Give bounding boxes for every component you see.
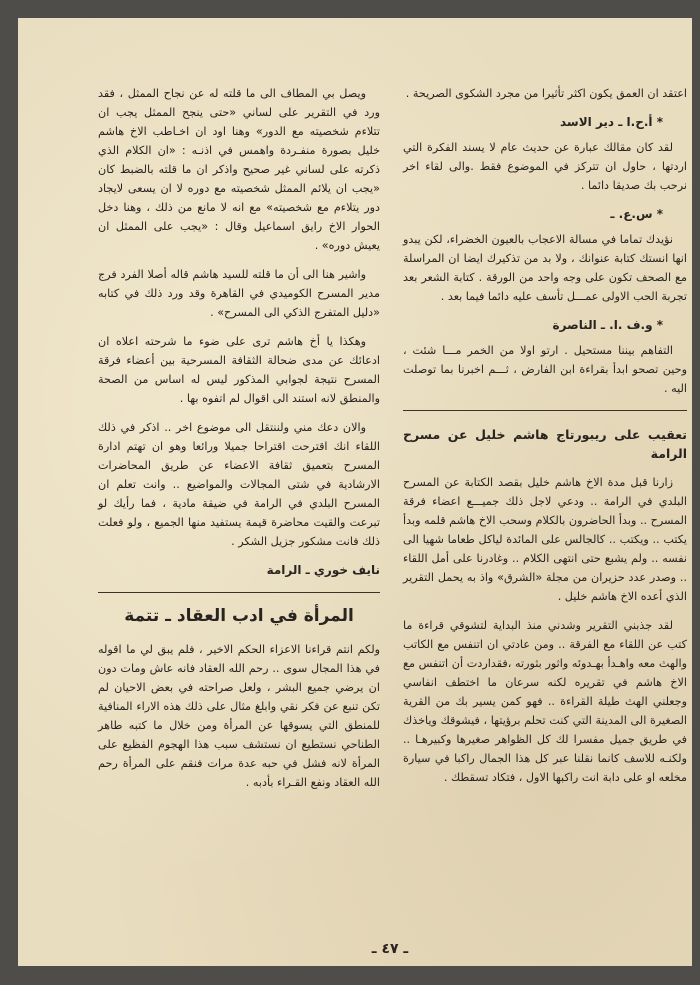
- article-paragraph: ولكم انتم قراءنا الاعزاء الحكم الاخير ، فلم يبق لي ما اقوله في هذا المجال سوى .. رحم الله العقاد فانه عاش ومات دون ان يرضي جميع البشر ، ولعل صراحته في بعض الاحيان لم تكن تنبع عن فكر نقي وابلغ مثال على ذلك هذه الاراء المنافية للمنطق التي يسوقها عن المرأة ومن خلال ما كتبه طاهر الطناحي نستطيع ان نستشف سبب هذا الهجوم الفظيع على المرأة لانه فشل في حبه عدة مرات فنقم على المرأة رحم الله العقاد ونفع القـراء بأدبه .: [98, 643, 380, 789]
- reply-heading: * س.ع. ـ: [610, 207, 663, 221]
- article-paragraph: وهكذا يا أخ هاشم ترى على ضوء ما شرحته اعلاه ان ادعائك عن مدى ضحالة الثقافة المسرحية بين أعضاء فرقة المسرح نتيجة لجوابي المذكور ليس له اساس من الصحة والمنطق لانه استند الى اقوال لم اتفوه بها .: [98, 335, 380, 405]
- page-number: ـ ٤٧ ـ: [371, 941, 409, 957]
- article-paragraph: ويصل بي المطاف الى ما قلته له عن نجاح الممثل ، فقد ورد في التقرير على لساني «حتى ينجح الممثل يجب ان تتلاءم شخصيته مع الدور» وهنا اود ان اخـاطب الاخ هاشم خليل بصورة منفـردة واهمس في اذنـه : «ان الكلام الذي ذكرته على لساني غير صحيح واذكر ان ما قلته بالضبط كان «يجب ان يلائم الممثل شخصيته مع دوره لا ان يسعى لايجاد دور يتلاءم مع شخصيته» مع انه لا مانع من ذلك ، وهنا دخل الحوار الاخ رايق اسماعيل وقال : «يجب على الممثل ان يعيش دوره» .: [98, 87, 380, 252]
- reply-text: لقد كان مقالك عبارة عن حديث عام لا يسند الفكرة التي اردتها ، حاول ان تتركز في الموضوع فقط .والى لقاء اخر نرحب بك صديقا دائما .: [403, 141, 687, 192]
- article-paragraph: زارنا قبل مدة الاخ هاشم خليل بقصد الكتابة عن المسرح البلدي في الرامة .. ودعي لاجل ذلك جميـــع اعضاء فرقة المسرح .. وبدأ الحاضرون بالكلام وسحب الاخ هاشم قلمه وبدأ يكتب .. ويكتب .. كالجالس على المائدة لياكل طعاما شهيا الى نفسه .. ولم يشبع حتى انتهى الكلام .. وغادرنا على أمل اللقاء .. وصدر عدد حزيران من مجلة «الشرق» واذ به يحمل التقرير الذي أعده الاخ هاشم خليل .: [403, 476, 687, 603]
- author-signature: نايف خوري ـ الرامة: [266, 563, 380, 577]
- right-column: [403, 84, 687, 797]
- divider: [403, 410, 687, 411]
- article-title: تعقيب على ريبورتاج هاشم خليل عن مسرح الرامة: [403, 427, 687, 461]
- reply-heading: * و.ف .ا. ـ الناصرة: [552, 318, 663, 332]
- reply-text: نؤيدك تماما في مسالة الاعجاب بالعيون الخضراء، لكن يبدو انها انستك كتابة عنوانك ، ولا بد من تذكيرك ايضا ان المراسلة مع الصحف تكون على وجه واحد من الورقة . كتابة الشعر بعد تجربة الحب الاولى عمـــل تأسف عليه دائما فيما بعد .: [403, 233, 687, 303]
- article-paragraph: والان دعك مني ولننتقل الى موضوع اخر .. اذكر في ذلك اللقاء انك اقترحت اقتراحا جميلا ورائعا وهو ان تهتم ادارة المسرح بتعميق ثقافة الاعضاء عن طريق المحاضرات الارشادية في شتى المجالات والمواضيع .. وانت تعلم ان المسرح البلدي في الرامة في ضيقة مادية ، فما رأيك لو تبرعت والقيت محاضرة قيمة يستفيد منها الجميع ، ولو فعلت ذلك فانت مشكور جزيل الشكر .: [98, 421, 380, 548]
- divider: [98, 592, 380, 593]
- reply-heading: * أ.ح.ا ـ دير الاسد: [560, 115, 663, 129]
- reply-text: التفاهم بيننا مستحيل . ارتو اولا من الخمر مـــا شئت ، وحين تصحو ابدأ بقراءة ابن الفارض ، ثـــم اخبرنا بما توصلت اليه .: [403, 344, 687, 395]
- article-paragraph: لقد جذبني التقرير وشدني منذ البداية لتشوقي قراءة ما كتب عن اللقاء مع الفرقة .. ومن عادتي ان اتنفس مع الكاتب والهث معه واهـدأ بهـدوئه واثور بثورته ،فقداردت أن اتنفس مع الاخ هاشم في تقريره لكنه سرعان ما اختطف انفاسي وجعلني الهث طيلة القراءة .. فهو كمن يسير بك من القرية الصغيرة الى المدينة التي كنت تحلم برؤيتها ، فيشوقك وياخذك في طريق جميل مفسرا لك كل الظواهر صغيرها وكبيرهـا .. ولكنـه للاسف كانما نقلنا عبر كل هذا الجمال راكبا في سيارة مخلعه او على دابة انت راكبها الاول ، فتكاد تسقطك .: [403, 619, 687, 784]
- article-title: المرأة في ادب العقاد ـ تتمة: [124, 606, 354, 626]
- left-column: [98, 84, 380, 802]
- intro-text: اعتقد ان العمق يكون اكثر تأثيرا من مجرد الشكوى الصريحة .: [405, 87, 687, 100]
- article-paragraph: واشير هنا الى أن ما قلته للسيد هاشم قاله أصلا الفرد فرج مدير المسرح الكوميدي في القاهرة وقد ورد ذلك في كتابه «دليل المتفرج الذكي الى المسرح» .: [98, 268, 380, 319]
